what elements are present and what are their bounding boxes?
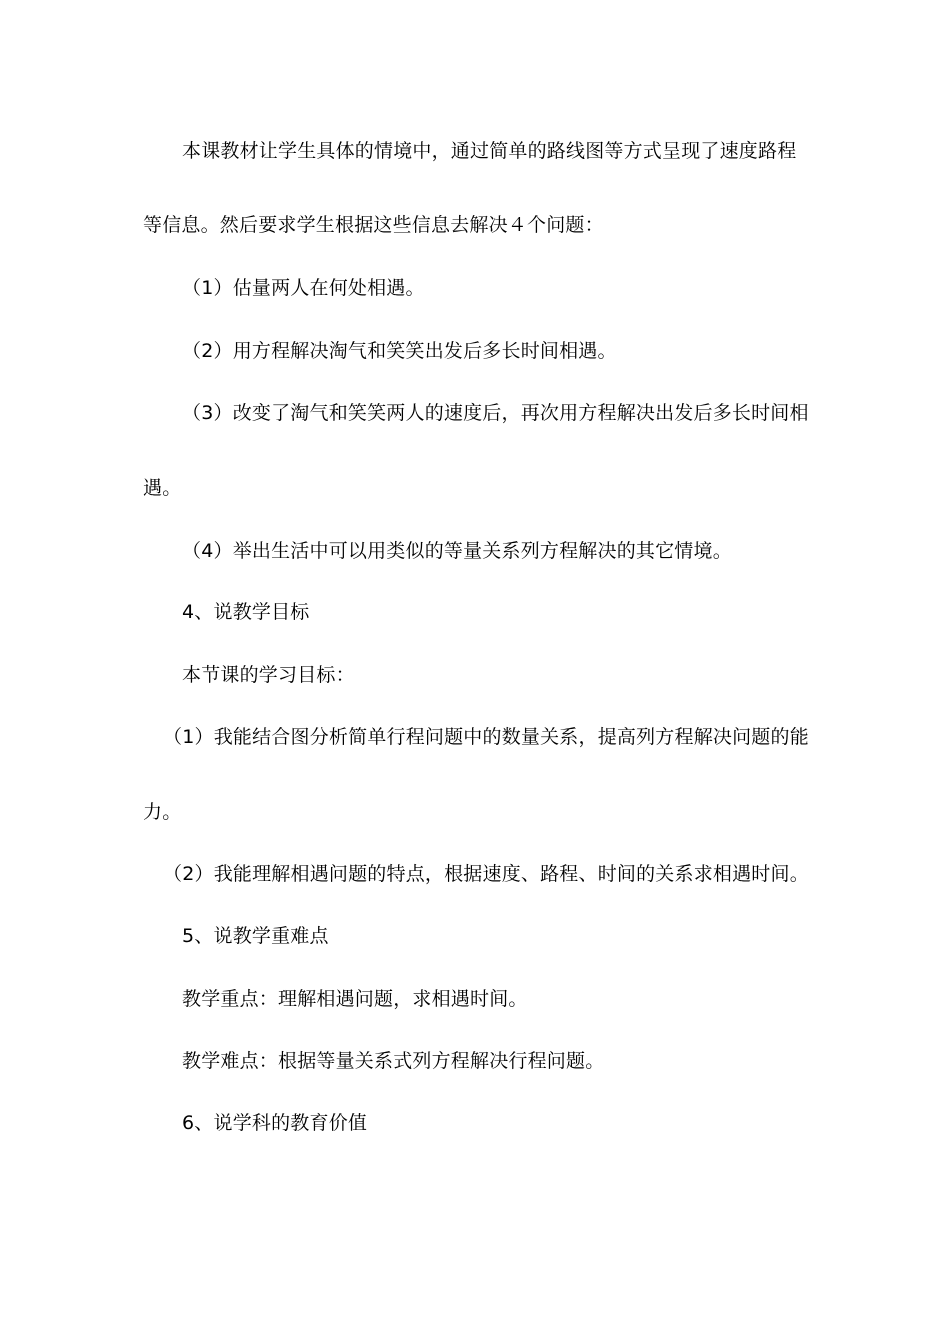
paragraph-textbook-intro-cont: 等信息。然后要求学生根据这些信息去解决４个问题： [143, 214, 604, 236]
list-item-problem-2: （2）用方程解决淘气和笑笑出发后多长时间相遇。 [182, 340, 617, 362]
list-item-problem-1: （1）估量两人在何处相遇。 [182, 277, 425, 299]
goals-intro: 本节课的学习目标： [182, 664, 355, 686]
section-heading-key-points: 5、说教学重难点 [182, 925, 329, 947]
goal-item-2: （2）我能理解相遇问题的特点，根据速度、路程、时间的关系求相遇时间。 [163, 863, 809, 885]
list-item-problem-3: （3）改变了淘气和笑笑两人的速度后，再次用方程解决出发后多长时间相 [182, 402, 809, 424]
list-item-problem-4: （4）举出生活中可以用类似的等量关系列方程解决的其它情境。 [182, 540, 732, 562]
paragraph-textbook-intro: 本课教材让学生具体的情境中，通过简单的路线图等方式呈现了速度路程 [182, 140, 797, 162]
goal-item-1: （1）我能结合图分析简单行程问题中的数量关系，提高列方程解决问题的能 [163, 726, 809, 748]
list-item-problem-3-cont: 遇。 [143, 477, 182, 499]
key-point: 教学重点：理解相遇问题，求相遇时间。 [182, 988, 528, 1010]
section-heading-educational-value: 6、说学科的教育价值 [182, 1112, 368, 1134]
difficult-point: 教学难点：根据等量关系式列方程解决行程问题。 [182, 1050, 605, 1072]
section-heading-teaching-goals: 4、说教学目标 [182, 601, 310, 623]
goal-item-1-cont: 力。 [143, 801, 182, 823]
